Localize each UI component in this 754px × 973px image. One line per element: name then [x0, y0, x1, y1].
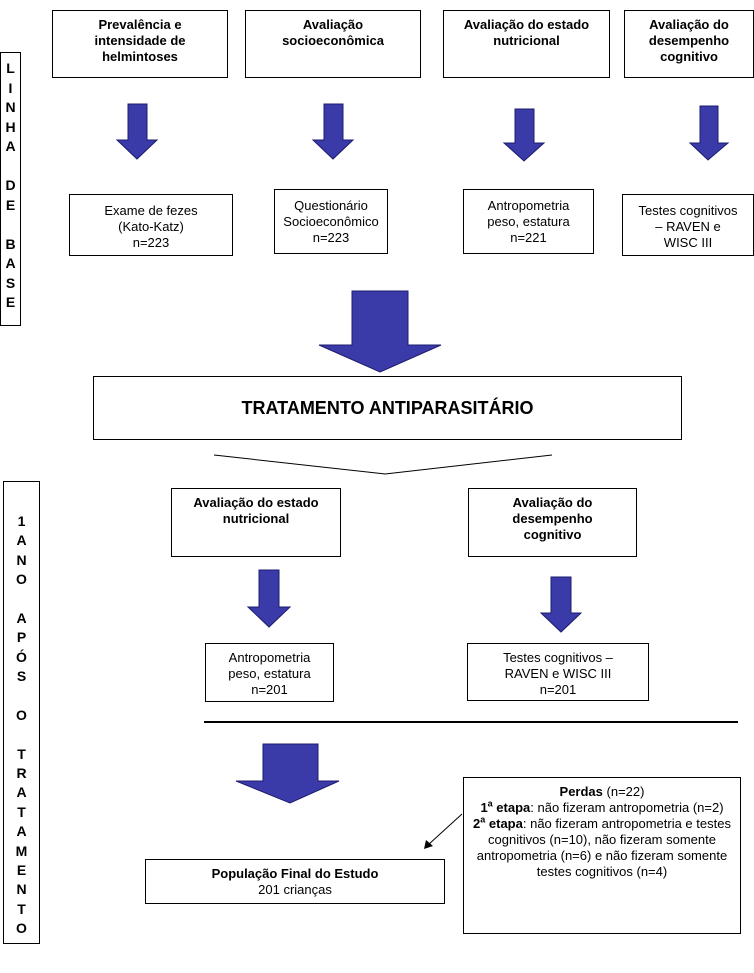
side-letter: N [16, 551, 27, 568]
box-cognitive-eval: Avaliação do desempenho cognitivo [624, 10, 754, 78]
side-letter: N [5, 99, 16, 115]
box-antiparasitic-treatment: TRATAMENTO ANTIPARASITÁRIO [93, 376, 682, 440]
box-final-population: População Final do Estudo 201 crianças [145, 859, 445, 904]
box-cognitive-tests-baseline: Testes cognitivos – RAVEN e WISC III [622, 194, 754, 256]
losses-stage-2: 2$^a$ etapa: não fizeram antropometria e testes cognitivos (n=10), não fizeram somente antropometria (n=6) e não fizeram somente testes cognitivos (n=4) [473, 814, 731, 879]
treatment-funnel [214, 455, 552, 474]
side-letter: O [16, 571, 27, 588]
down-arrow-2 [313, 104, 353, 159]
down-arrow-6 [541, 577, 581, 632]
side-letter: A [5, 138, 16, 154]
side-letter: S [5, 274, 16, 291]
side-letter: E [5, 294, 16, 310]
side-letter: R [16, 765, 27, 782]
losses-pointer-line [428, 814, 462, 845]
side-letter: M [15, 842, 28, 859]
losses-stage-1: 1$^a$ etapa: não fizeram antropometria (n=2) [480, 798, 724, 815]
side-letter: I [8, 79, 13, 96]
side-letter: A [5, 255, 16, 271]
down-arrow-5 [248, 570, 290, 627]
side-letter: O [16, 706, 27, 723]
side-letter: T [17, 803, 26, 820]
side-letter: A [16, 532, 27, 549]
down-arrow-3 [504, 109, 544, 161]
side-letter: D [5, 177, 16, 193]
side-letter: A [16, 609, 27, 626]
box-losses [463, 777, 741, 934]
big-down-arrow-final [236, 744, 339, 803]
big-down-arrow-treatment [319, 291, 441, 372]
box-cognitive-tests-followup: Testes cognitivos – RAVEN e WISC III n=201 [467, 643, 649, 701]
box-anthropometry-baseline: Antropometria peso, estatura n=221 [463, 189, 594, 254]
box-stool-exam: Exame de fezes (Kato-Katz) n=223 [69, 194, 233, 256]
losses-heading: Perdas (n=22) [559, 784, 645, 799]
box-helminth-prevalence: Prevalência e intensidade de helmintoses [52, 10, 228, 78]
side-letter: A [16, 784, 27, 801]
side-letter: H [5, 118, 16, 135]
side-letter: S [16, 668, 27, 685]
side-letter: T [17, 745, 26, 762]
box-nutritional-eval-followup: Avaliação do estado nutricional [171, 488, 341, 557]
side-letter: N [16, 881, 27, 898]
side-letter: B [5, 235, 16, 252]
box-socioeconomic-questionnaire: Questionário Socioeconômico n=223 [274, 189, 388, 254]
side-letter: O [16, 920, 27, 937]
side-letter: T [17, 900, 26, 917]
side-letter: E [5, 196, 16, 213]
side-letter: P [16, 629, 27, 646]
down-arrow-1 [117, 104, 157, 159]
side-letter: Ó [16, 648, 27, 665]
side-letter: A [16, 823, 27, 840]
down-arrow-4 [690, 106, 728, 160]
box-nutritional-eval: Avaliação do estado nutricional [443, 10, 610, 78]
box-socioeconomic-eval: Avaliação socioeconômica [245, 10, 421, 78]
side-letter: E [16, 862, 27, 879]
box-cognitive-eval-followup: Avaliação do desempenho cognitivo [468, 488, 637, 557]
side-letter: L [6, 60, 15, 76]
box-anthropometry-followup: Antropometria peso, estatura n=201 [205, 643, 334, 702]
side-letter: 1 [17, 513, 26, 529]
